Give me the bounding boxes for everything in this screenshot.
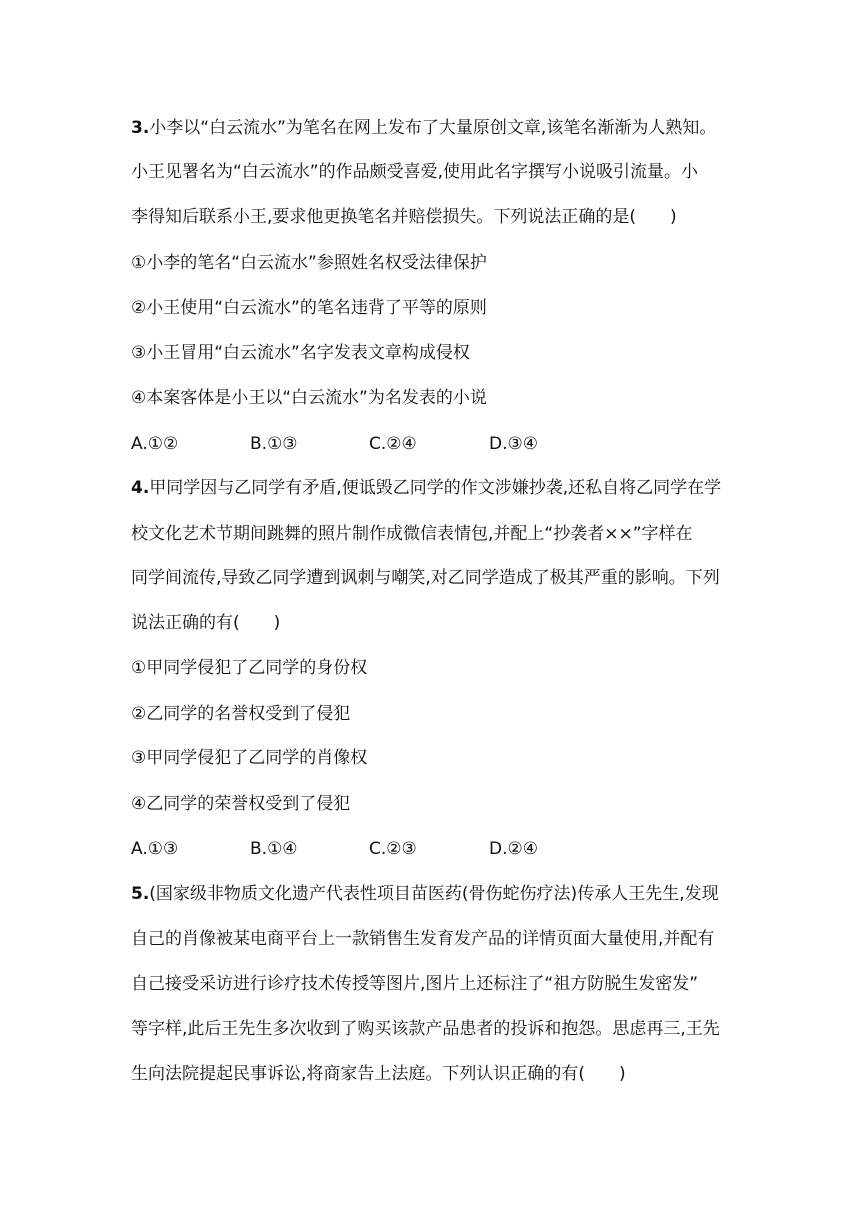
- q4-option-d: D.②④: [489, 839, 538, 859]
- q3-statement-4: ④本案客体是小王以“白云流水”为名发表的小说: [131, 388, 487, 408]
- q4-option-b: B.①④: [250, 839, 298, 859]
- q3-statement-3: ③小王冒用“白云流水”名字发表文章构成侵权: [131, 343, 470, 363]
- q3-option-a: A.①②: [131, 434, 179, 454]
- q3-stem-line-2: 小王见署名为“白云流水”的作品颇受喜爱,使用此名字撰写小说吸引流量。小: [131, 162, 699, 182]
- q4-number: 4.: [131, 478, 150, 498]
- q3-option-c: C.②④: [369, 434, 417, 454]
- q4-stem-line-2: 校文化艺术节期间跳舞的照片制作成微信表情包,并配上“抄袭者××”字样在: [131, 524, 693, 544]
- q4-statement-3: ③甲同学侵犯了乙同学的肖像权: [131, 748, 368, 768]
- q3-option-b: B.①③: [250, 434, 298, 454]
- q4-stem-line-3: 同学间流传,导致乙同学遭到讽刺与嘲笑,对乙同学造成了极其严重的影响。下列: [131, 568, 720, 588]
- q3-stem-line-1: [131, 117, 751, 139]
- q3-statement-2: ②小王使用“白云流水”的笔名违背了平等的原则: [131, 298, 487, 318]
- q4-stem-line-4: 说法正确的有( ): [131, 613, 281, 633]
- q3-option-d: D.③④: [489, 434, 538, 454]
- q3-number: 3.: [131, 118, 150, 138]
- q5-stem-line-5: 生向法院提起民事诉讼,将商家告上法庭。下列认识正确的有( ): [131, 1064, 626, 1084]
- q4-statement-4: ④乙同学的荣誉权受到了侵犯: [131, 794, 351, 814]
- q5-stem-line-4: 等字样,此后王先生多次收到了购买该款产品患者的投诉和抱怨。思虑再三,王先: [131, 1019, 720, 1039]
- q5-stem-line-2: 自己的肖像被某电商平台上一款销售生发育发产品的详情页面大量使用,并配有: [131, 929, 715, 949]
- q4-option-c: C.②③: [369, 839, 417, 859]
- q3-stem-text-1: 小李以“白云流水”为笔名在网上发布了大量原创文章,该笔名渐渐为人熟知。: [149, 118, 717, 138]
- q3-stem-line-3: 李得知后联系小王,要求他更换笔名并赔偿损失。下列说法正确的是( ): [131, 207, 677, 227]
- q4-stem-line-1: [131, 477, 751, 499]
- q5-number: 5.: [131, 884, 150, 904]
- q3-statement-1: ①小李的笔名“白云流水”参照姓名权受法律保护: [131, 253, 487, 273]
- q4-option-a: A.①③: [131, 839, 179, 859]
- q5-stem-line-1: [131, 883, 751, 905]
- q4-stem-text-1: 甲同学因与乙同学有矛盾,便诋毁乙同学的作文涉嫌抄袭,还私自将乙同学在学: [149, 478, 722, 498]
- q5-stem-text-1: (国家级非物质文化遗产代表性项目苗医药(骨伤蛇伤疗法)传承人王先生,发现: [149, 884, 719, 904]
- q4-statement-1: ①甲同学侵犯了乙同学的身份权: [131, 658, 368, 678]
- q5-stem-line-3: 自己接受采访进行诊疗技术传授等图片,图片上还标注了“祖方防脱生发密发”: [131, 974, 699, 994]
- q4-statement-2: ②乙同学的名誉权受到了侵犯: [131, 704, 351, 724]
